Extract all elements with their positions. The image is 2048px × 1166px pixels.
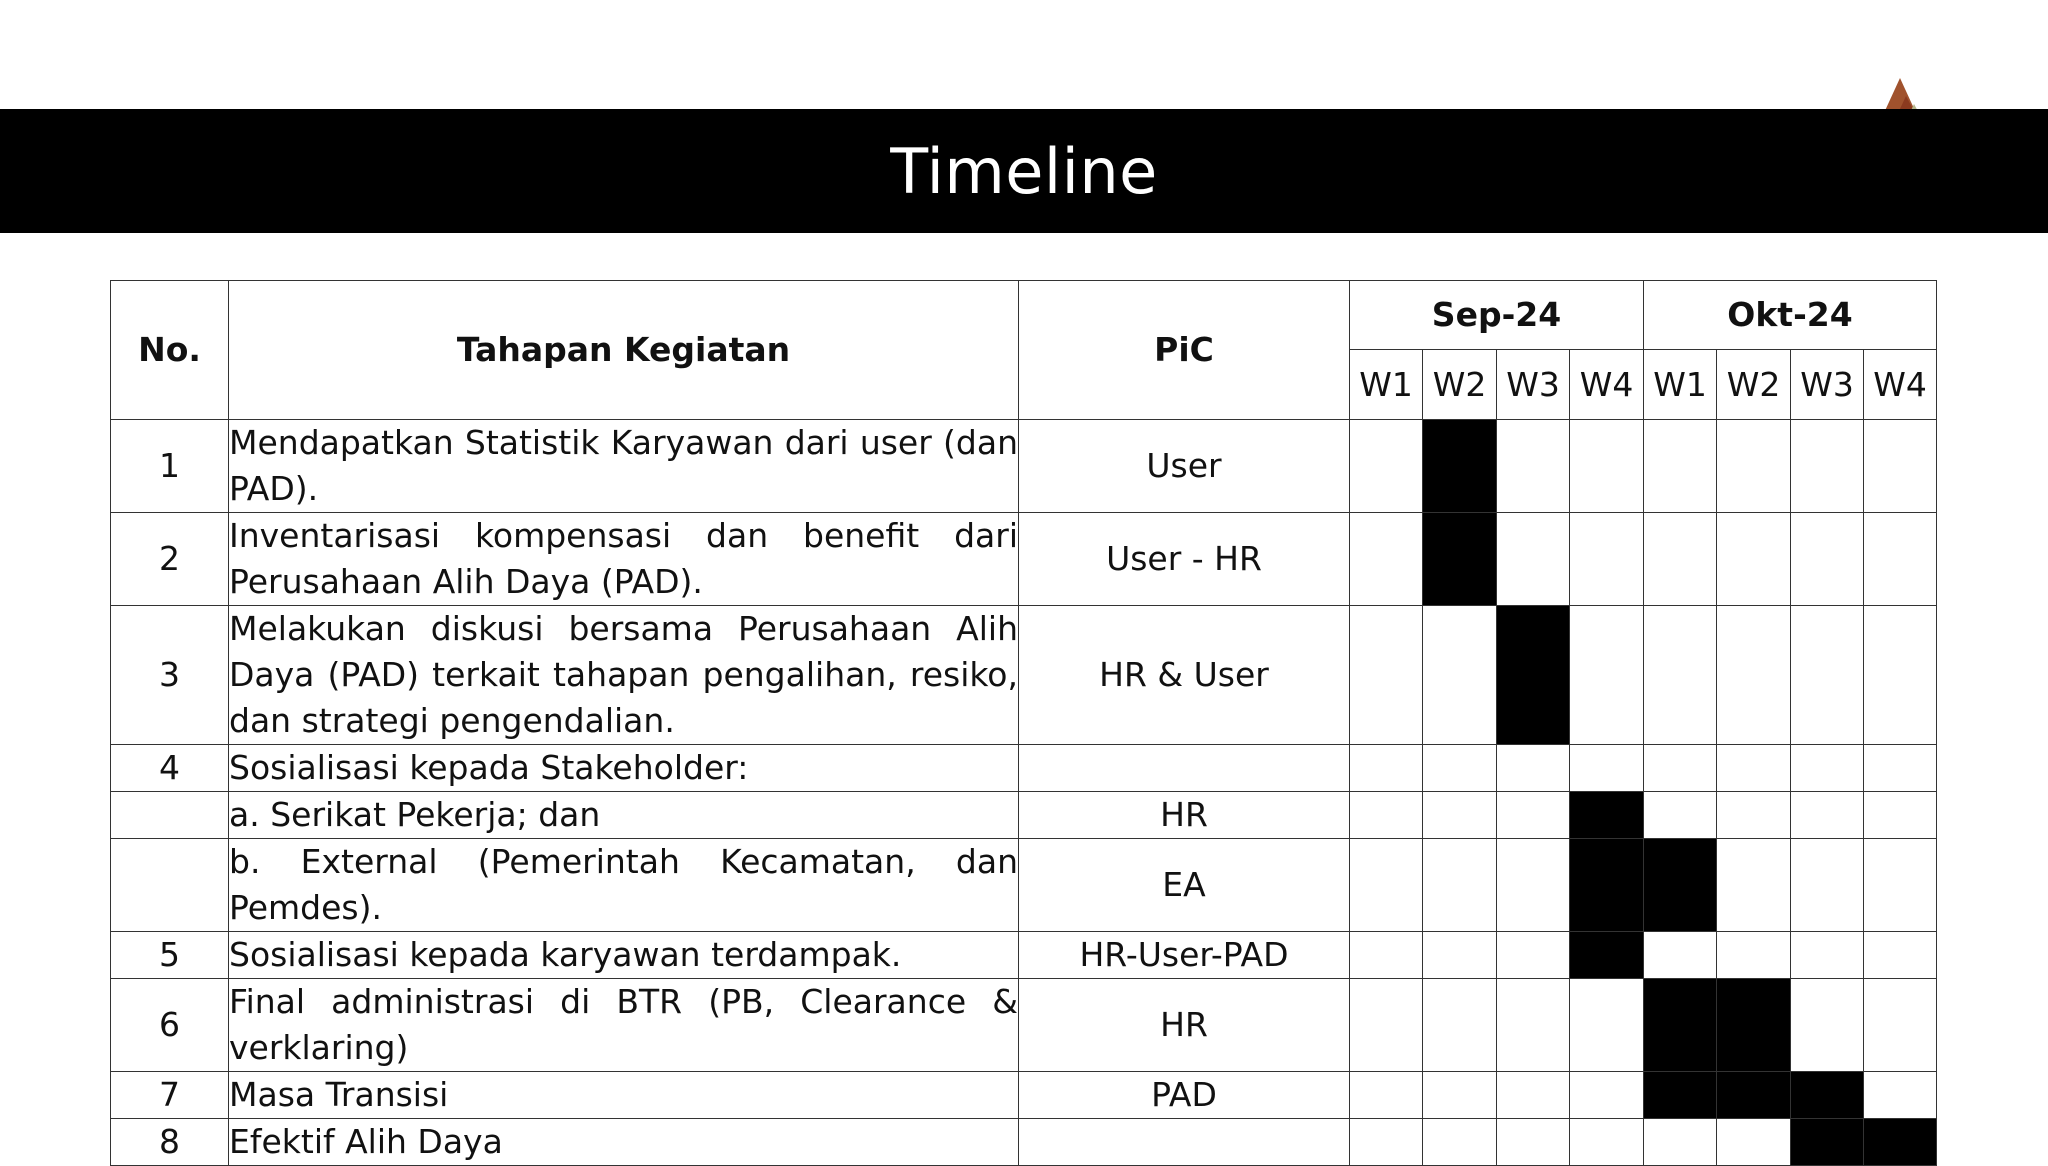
pic-cell: PAD	[1019, 1072, 1350, 1119]
activity-cell: Sosialisasi kepada karyawan terdampak.	[229, 932, 1019, 979]
gantt-empty-cell	[1864, 513, 1937, 606]
gantt-empty-cell	[1423, 792, 1497, 839]
title-bar	[0, 109, 2048, 233]
gantt-bar-cell	[1864, 1119, 1937, 1166]
table-header-row	[111, 281, 1937, 350]
activity-cell: Mendapatkan Statistik Karyawan dari user (dan PAD).	[229, 420, 1019, 513]
gantt-empty-cell	[1423, 606, 1497, 745]
gantt-empty-cell	[1350, 606, 1423, 745]
row-number: 3	[111, 606, 229, 745]
gantt-empty-cell	[1497, 513, 1570, 606]
gantt-empty-cell	[1497, 839, 1570, 932]
gantt-empty-cell	[1864, 979, 1937, 1072]
gantt-empty-cell	[1350, 1072, 1423, 1119]
gantt-empty-cell	[1350, 513, 1423, 606]
gantt-empty-cell	[1717, 839, 1791, 932]
gantt-empty-cell	[1570, 979, 1644, 1072]
gantt-empty-cell	[1350, 792, 1423, 839]
gantt-empty-cell	[1570, 745, 1644, 792]
gantt-empty-cell	[1570, 420, 1644, 513]
page-title: Timeline	[890, 134, 1158, 208]
gantt-bar-cell	[1423, 513, 1497, 606]
gantt-empty-cell	[1864, 839, 1937, 932]
activity-cell: Final administrasi di BTR (PB, Clearance & verklaring)	[229, 979, 1019, 1072]
gantt-bar-cell	[1570, 932, 1644, 979]
gantt-empty-cell	[1717, 1119, 1791, 1166]
row-number: 8	[111, 1119, 229, 1166]
pic-cell: HR-User-PAD	[1019, 932, 1350, 979]
gantt-empty-cell	[1791, 420, 1864, 513]
gantt-empty-cell	[1864, 745, 1937, 792]
gantt-empty-cell	[1497, 1072, 1570, 1119]
gantt-empty-cell	[1570, 1119, 1644, 1166]
header-week: W3	[1497, 350, 1570, 420]
gantt-empty-cell	[1350, 839, 1423, 932]
gantt-empty-cell	[1644, 420, 1717, 513]
header-week: W4	[1864, 350, 1937, 420]
gantt-empty-cell	[1497, 745, 1570, 792]
header-month-sep: Sep-24	[1350, 281, 1644, 350]
gantt-empty-cell	[1350, 420, 1423, 513]
row-number	[111, 839, 229, 932]
gantt-empty-cell	[1497, 792, 1570, 839]
header-week: W1	[1350, 350, 1423, 420]
pic-cell	[1019, 1119, 1350, 1166]
gantt-empty-cell	[1717, 745, 1791, 792]
header-no: No.	[111, 281, 229, 420]
gantt-empty-cell	[1350, 979, 1423, 1072]
table-row	[111, 839, 1937, 932]
gantt-empty-cell	[1791, 839, 1864, 932]
gantt-empty-cell	[1423, 932, 1497, 979]
gantt-empty-cell	[1791, 513, 1864, 606]
header-week: W3	[1791, 350, 1864, 420]
header-pic: PiC	[1019, 281, 1350, 420]
row-number: 1	[111, 420, 229, 513]
gantt-empty-cell	[1717, 792, 1791, 839]
pic-cell: HR	[1019, 792, 1350, 839]
header-week: W2	[1717, 350, 1791, 420]
gantt-empty-cell	[1717, 513, 1791, 606]
gantt-bar-cell	[1644, 839, 1717, 932]
timeline-body	[111, 420, 1937, 1166]
gantt-empty-cell	[1570, 1072, 1644, 1119]
header-week: W2	[1423, 350, 1497, 420]
gantt-empty-cell	[1644, 606, 1717, 745]
gantt-empty-cell	[1791, 932, 1864, 979]
activity-cell: Efektif Alih Daya	[229, 1119, 1019, 1166]
gantt-empty-cell	[1791, 792, 1864, 839]
gantt-empty-cell	[1423, 1119, 1497, 1166]
gantt-empty-cell	[1717, 420, 1791, 513]
row-number: 4	[111, 745, 229, 792]
timeline-table	[110, 280, 1937, 1166]
table-row	[111, 745, 1937, 792]
gantt-bar-cell	[1644, 979, 1717, 1072]
activity-cell: Inventarisasi kompensasi dan benefit dari Perusahaan Alih Daya (PAD).	[229, 513, 1019, 606]
pic-cell: HR & User	[1019, 606, 1350, 745]
gantt-empty-cell	[1497, 420, 1570, 513]
table-row	[111, 792, 1937, 839]
gantt-bar-cell	[1717, 979, 1791, 1072]
gantt-empty-cell	[1864, 420, 1937, 513]
activity-cell: Sosialisasi kepada Stakeholder:	[229, 745, 1019, 792]
gantt-empty-cell	[1644, 932, 1717, 979]
gantt-bar-cell	[1644, 1072, 1717, 1119]
pic-cell: User	[1019, 420, 1350, 513]
pic-cell: User - HR	[1019, 513, 1350, 606]
table-row	[111, 979, 1937, 1072]
gantt-empty-cell	[1644, 792, 1717, 839]
gantt-empty-cell	[1864, 932, 1937, 979]
table-row	[111, 932, 1937, 979]
header-week: W1	[1644, 350, 1717, 420]
gantt-empty-cell	[1497, 979, 1570, 1072]
gantt-bar-cell	[1717, 1072, 1791, 1119]
gantt-empty-cell	[1423, 979, 1497, 1072]
row-number: 7	[111, 1072, 229, 1119]
gantt-empty-cell	[1497, 1119, 1570, 1166]
gantt-empty-cell	[1864, 1072, 1937, 1119]
gantt-empty-cell	[1423, 1072, 1497, 1119]
gantt-bar-cell	[1570, 839, 1644, 932]
gantt-empty-cell	[1644, 745, 1717, 792]
gantt-empty-cell	[1497, 932, 1570, 979]
gantt-empty-cell	[1350, 932, 1423, 979]
pic-cell	[1019, 745, 1350, 792]
table-row	[111, 606, 1937, 745]
gantt-bar-cell	[1497, 606, 1570, 745]
activity-cell: b. External (Pemerintah Kecamatan, dan Pemdes).	[229, 839, 1019, 932]
row-number	[111, 792, 229, 839]
gantt-empty-cell	[1570, 606, 1644, 745]
gantt-empty-cell	[1864, 606, 1937, 745]
pic-cell: EA	[1019, 839, 1350, 932]
gantt-empty-cell	[1864, 792, 1937, 839]
gantt-empty-cell	[1423, 839, 1497, 932]
gantt-empty-cell	[1644, 513, 1717, 606]
header-activity: Tahapan Kegiatan	[229, 281, 1019, 420]
activity-cell: Masa Transisi	[229, 1072, 1019, 1119]
table-row	[111, 420, 1937, 513]
gantt-bar-cell	[1423, 420, 1497, 513]
gantt-bar-cell	[1570, 792, 1644, 839]
gantt-empty-cell	[1350, 1119, 1423, 1166]
row-number: 5	[111, 932, 229, 979]
row-number: 6	[111, 979, 229, 1072]
gantt-empty-cell	[1717, 606, 1791, 745]
gantt-empty-cell	[1791, 745, 1864, 792]
table-row	[111, 513, 1937, 606]
gantt-empty-cell	[1791, 606, 1864, 745]
gantt-empty-cell	[1791, 979, 1864, 1072]
activity-cell: Melakukan diskusi bersama Perusahaan Alih Daya (PAD) terkait tahapan pengalihan, resiko, dan strategi pengendalian.	[229, 606, 1019, 745]
gantt-empty-cell	[1570, 513, 1644, 606]
gantt-empty-cell	[1423, 745, 1497, 792]
gantt-empty-cell	[1350, 745, 1423, 792]
gantt-bar-cell	[1791, 1072, 1864, 1119]
gantt-bar-cell	[1791, 1119, 1864, 1166]
table-row	[111, 1072, 1937, 1119]
row-number: 2	[111, 513, 229, 606]
pic-cell: HR	[1019, 979, 1350, 1072]
activity-cell: a. Serikat Pekerja; dan	[229, 792, 1019, 839]
header-month-okt: Okt-24	[1644, 281, 1937, 350]
timeline-table-container	[110, 280, 1937, 1166]
header-week: W4	[1570, 350, 1644, 420]
table-row	[111, 1119, 1937, 1166]
gantt-empty-cell	[1717, 932, 1791, 979]
gantt-empty-cell	[1644, 1119, 1717, 1166]
